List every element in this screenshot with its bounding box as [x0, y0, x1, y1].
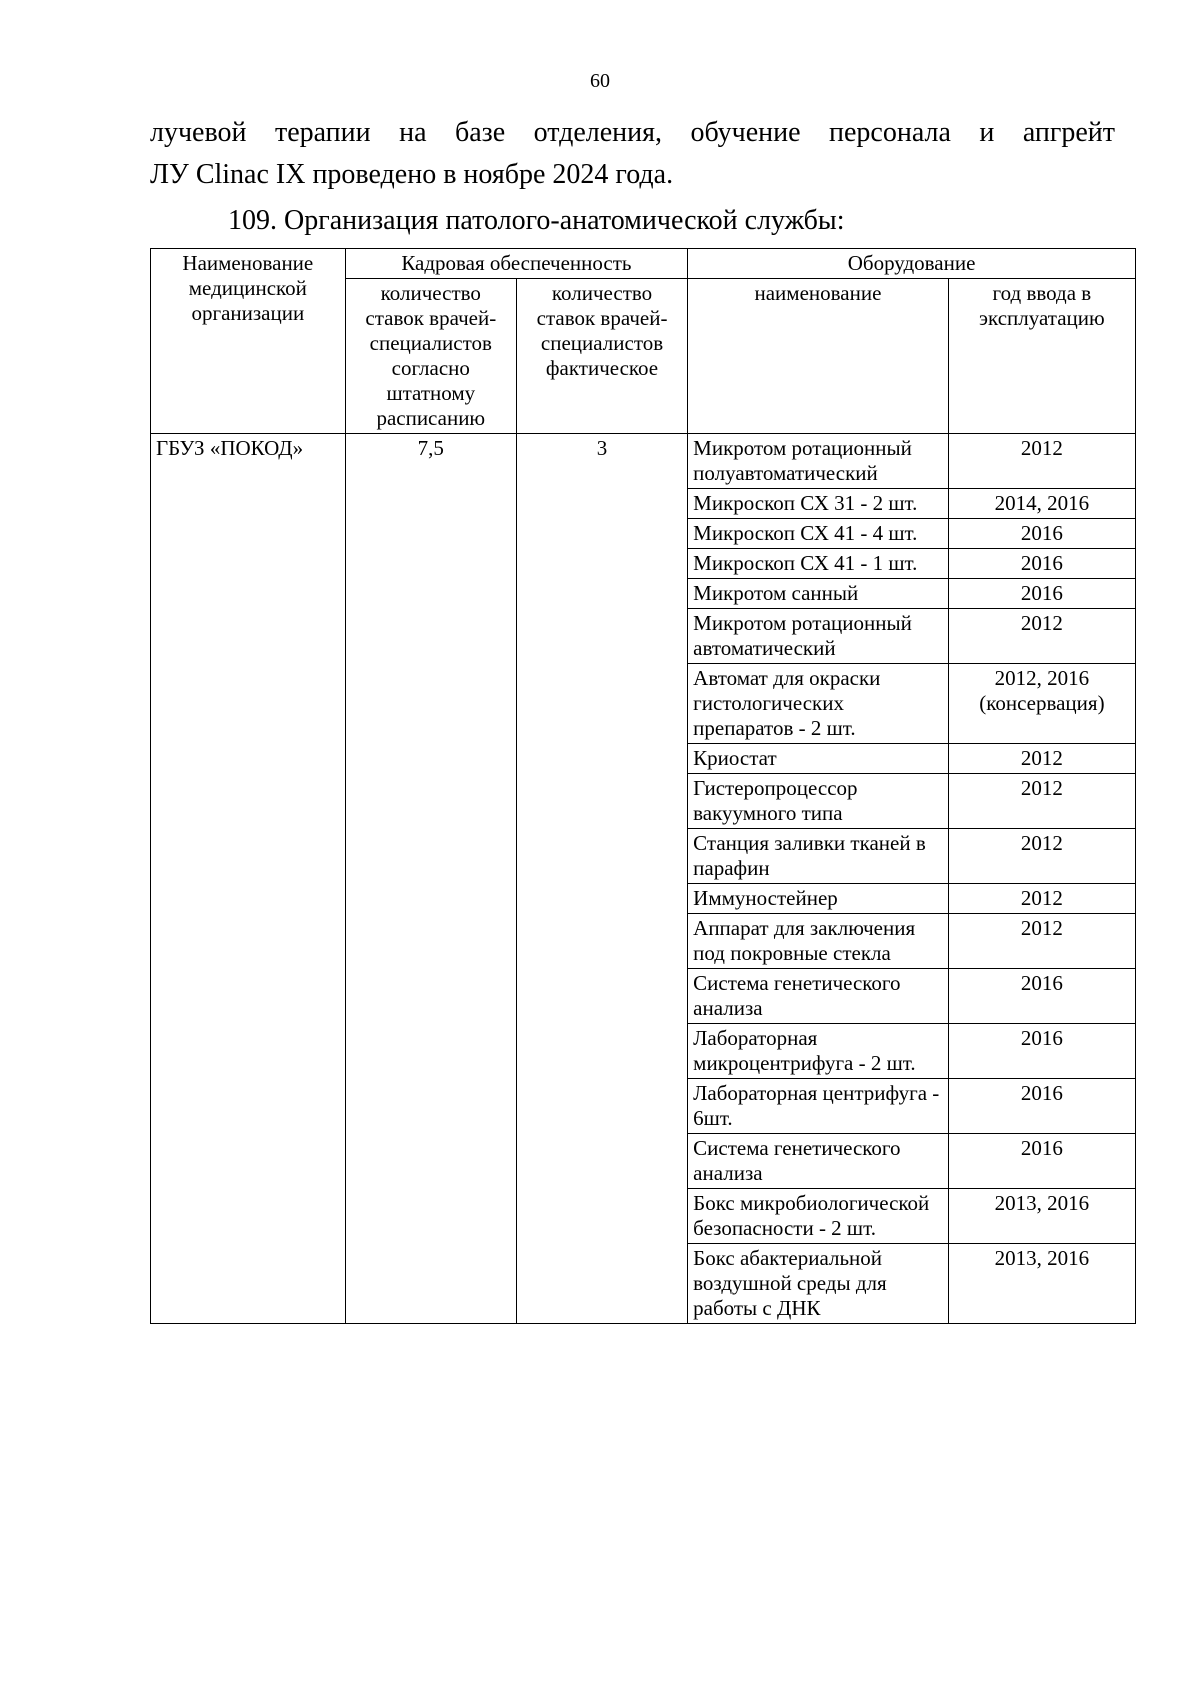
- header-staff-planned: количество ставок врачей-специалистов согласно штатному расписанию: [345, 279, 516, 434]
- equipment-name: Гистеропроцессор вакуумного типа: [688, 774, 949, 829]
- equipment-year: 2013, 2016: [948, 1244, 1135, 1324]
- header-staffing: Кадровая обеспеченность: [345, 249, 688, 279]
- header-organization: Наименование медицинской организации: [151, 249, 346, 434]
- header-equipment-year: год ввода в эксплуатацию: [948, 279, 1135, 434]
- header-staff-actual: количество ставок врачей-специалистов фактическое: [516, 279, 687, 434]
- equipment-year: 2016: [948, 1079, 1135, 1134]
- table-row: [151, 434, 1136, 489]
- equipment-year: 2012: [948, 884, 1135, 914]
- equipment-name: Аппарат для заключения под покровные стекла: [688, 914, 949, 969]
- equipment-year: 2016: [948, 1134, 1135, 1189]
- paragraph-line-2: ЛУ Clinac IX проведено в ноябре 2024 года.: [150, 159, 674, 190]
- equipment-name: Бокс абактериальной воздушной среды для работы с ДНК: [688, 1244, 949, 1324]
- equipment-name: Лабораторная центрифуга - 6шт.: [688, 1079, 949, 1134]
- equipment-name: Криостат: [688, 744, 949, 774]
- equipment-year: 2012: [948, 774, 1135, 829]
- equipment-name: Микроскоп СХ 41 - 4 шт.: [688, 519, 949, 549]
- equipment-name: Лабораторная микроцентрифуга - 2 шт.: [688, 1024, 949, 1079]
- equipment-year: 2016: [948, 519, 1135, 549]
- staff-actual-value: 3: [516, 434, 687, 1324]
- organization-name: ГБУЗ «ПОКОД»: [151, 434, 346, 1324]
- equipment-name: Микротом ротационный автоматический: [688, 609, 949, 664]
- equipment-year: 2012: [948, 829, 1135, 884]
- equipment-year: 2012: [948, 744, 1135, 774]
- table-body: [151, 434, 1136, 1324]
- section-heading: 109. Организация патолого-анатомической службы:: [228, 205, 845, 236]
- equipment-year: 2012, 2016 (консервация): [948, 664, 1135, 744]
- staff-planned-value: 7,5: [345, 434, 516, 1324]
- equipment-name: Система генетического анализа: [688, 1134, 949, 1189]
- equipment-year: 2016: [948, 579, 1135, 609]
- equipment-year: 2013, 2016: [948, 1189, 1135, 1244]
- equipment-year: 2016: [948, 969, 1135, 1024]
- paragraph-line-1: лучевой терапии на базе отделения, обучение персонала и апгрейт: [150, 117, 1115, 148]
- equipment-name: Иммуностейнер: [688, 884, 949, 914]
- pathology-service-table: [150, 248, 1136, 1324]
- header-equipment-name: наименование: [688, 279, 949, 434]
- equipment-year: 2014, 2016: [948, 489, 1135, 519]
- page-number: 60: [590, 70, 610, 92]
- equipment-name: Микроскоп СХ 41 - 1 шт.: [688, 549, 949, 579]
- equipment-year: 2016: [948, 1024, 1135, 1079]
- equipment-year: 2012: [948, 609, 1135, 664]
- equipment-name: Микротом ротационный полуавтоматический: [688, 434, 949, 489]
- equipment-name: Автомат для окраски гистологических препаратов - 2 шт.: [688, 664, 949, 744]
- equipment-name: Станция заливки тканей в парафин: [688, 829, 949, 884]
- equipment-year: 2012: [948, 434, 1135, 489]
- header-equipment: Оборудование: [688, 249, 1136, 279]
- equipment-year: 2012: [948, 914, 1135, 969]
- equipment-name: Микроскоп СХ 31 - 2 шт.: [688, 489, 949, 519]
- equipment-name: Микротом санный: [688, 579, 949, 609]
- equipment-year: 2016: [948, 549, 1135, 579]
- equipment-name: Бокс микробиологической безопасности - 2 шт.: [688, 1189, 949, 1244]
- equipment-name: Система генетического анализа: [688, 969, 949, 1024]
